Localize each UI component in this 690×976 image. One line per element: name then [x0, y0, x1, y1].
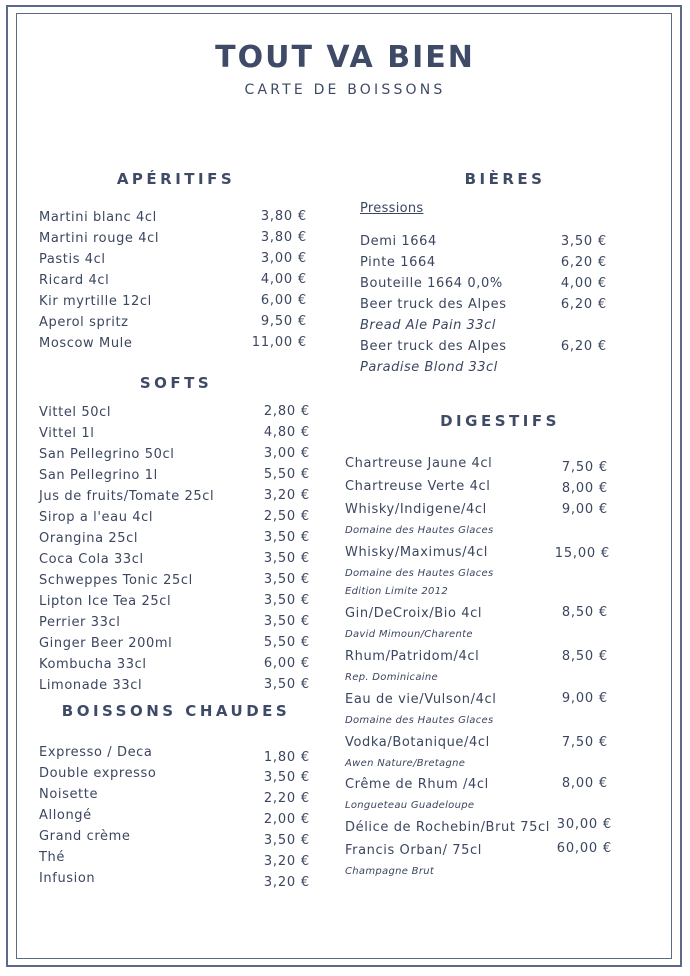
- menu-item-name: Bouteille 1664 0,0%: [360, 276, 503, 291]
- menu-item-name: Thé: [39, 850, 65, 865]
- menu-item-price: 8,00 €: [561, 776, 608, 791]
- menu-item-price: 3,50 €: [263, 551, 310, 566]
- menu-item-name: Orangina 25cl: [39, 531, 139, 546]
- menu-item-name: Beer truck des Alpes: [360, 339, 507, 354]
- menu-item-name: Vittel 50cl: [39, 405, 112, 420]
- menu-item-name: Crême de Rhum /4cl: [345, 777, 489, 792]
- menu-item-name: Perrier 33cl: [39, 615, 121, 630]
- menu-item-name: Pastis 4cl: [39, 252, 106, 267]
- menu-item-name: Délice de Rochebin/Brut 75cl: [345, 820, 550, 835]
- menu-item-name: Vittel 1l: [39, 426, 95, 441]
- menu-item-note: Domaine des Hautes Glaces: [345, 568, 494, 579]
- menu-item-price: 60,00 €: [556, 841, 612, 856]
- menu-item-price: 3,00 €: [263, 446, 310, 461]
- menu-item-price: 30,00 €: [556, 817, 612, 832]
- menu-item-name: Kir myrtille 12cl: [39, 294, 152, 309]
- menu-item-name: Francis Orban/ 75cl: [345, 843, 482, 858]
- menu-item-name: Noisette: [39, 787, 99, 802]
- menu-item-name: Lipton Ice Tea 25cl: [39, 594, 172, 609]
- menu-item-name: Limonade 33cl: [39, 678, 143, 693]
- menu-item-note: Domaine des Hautes Glaces: [345, 525, 494, 536]
- menu-item-price: 9,00 €: [561, 691, 608, 706]
- menu-item-price: 11,00 €: [251, 335, 307, 350]
- menu-item-price: 3,50 €: [263, 593, 310, 608]
- menu-item-name: San Pellegrino 1l: [39, 468, 158, 483]
- menu-item-price: 15,00 €: [554, 546, 610, 561]
- menu-item-price: 3,50 €: [263, 530, 310, 545]
- menu-item-name: Whisky/Indigene/4cl: [345, 502, 487, 517]
- menu-item-price: 1,80 €: [263, 750, 310, 765]
- menu-item-price: 2,20 €: [263, 791, 310, 806]
- menu-item-note: David Mimoun/Charente: [345, 629, 473, 640]
- subsection-pressions: Pressions: [360, 201, 424, 216]
- menu-item-price: 9,00 €: [561, 502, 608, 517]
- section-title-softs: SOFTS: [139, 374, 213, 392]
- menu-item-name: Coca Cola 33cl: [39, 552, 144, 567]
- menu-item-name: Rhum/Patridom/4cl: [345, 649, 480, 664]
- menu-item-price: 4,80 €: [263, 425, 310, 440]
- menu-item-price: 4,00 €: [260, 272, 307, 287]
- menu-item-price: 3,00 €: [260, 251, 307, 266]
- menu-item-name: Martini rouge 4cl: [39, 231, 160, 246]
- menu-item-detail: Paradise Blond 33cl: [360, 360, 498, 375]
- page-subtitle: CARTE DE BOISSONS: [244, 82, 446, 98]
- menu-item-name: San Pellegrino 50cl: [39, 447, 175, 462]
- section-title-digestifs: DIGESTIFS: [440, 412, 560, 430]
- menu-item-price: 5,50 €: [263, 635, 310, 650]
- menu-item-price: 7,50 €: [561, 735, 608, 750]
- menu-item-note: Domaine des Hautes Glaces: [345, 715, 494, 726]
- menu-item-name: Infusion: [39, 871, 96, 886]
- menu-item-price: 2,80 €: [263, 404, 310, 419]
- menu-item-detail: Bread Ale Pain 33cl: [360, 318, 496, 333]
- menu-item-price: 3,50 €: [263, 677, 310, 692]
- menu-item-price: 3,50 €: [263, 770, 310, 785]
- menu-item-price: 3,20 €: [263, 875, 310, 890]
- menu-item-name: Schweppes Tonic 25cl: [39, 573, 193, 588]
- menu-item-price: 6,20 €: [560, 297, 607, 312]
- menu-item-name: Demi 1664: [360, 234, 437, 249]
- menu-item-note: Longueteau Guadeloupe: [345, 800, 475, 811]
- menu-item-price: 9,50 €: [260, 314, 307, 329]
- menu-item-price: 8,50 €: [561, 605, 608, 620]
- menu-item-name: Martini blanc 4cl: [39, 210, 157, 225]
- menu-item-price: 6,20 €: [560, 339, 607, 354]
- menu-item-name: Chartreuse Jaune 4cl: [345, 456, 493, 471]
- menu-item-name: Sirop a l'eau 4cl: [39, 510, 154, 525]
- menu-item-price: 3,50 €: [263, 572, 310, 587]
- menu-item-note: Edition Limite 2012: [345, 586, 449, 597]
- menu-item-note: Champagne Brut: [345, 866, 435, 877]
- menu-item-price: 3,80 €: [260, 230, 307, 245]
- menu-item-price: 4,00 €: [560, 276, 607, 291]
- menu-item-price: 3,50 €: [263, 833, 310, 848]
- menu-item-name: Gin/DeCroix/Bio 4cl: [345, 606, 483, 621]
- menu-item-price: 3,20 €: [263, 854, 310, 869]
- menu-item-price: 3,80 €: [260, 209, 307, 224]
- menu-item-price: 7,50 €: [561, 460, 608, 475]
- menu-item-name: Jus de fruits/Tomate 25cl: [39, 489, 215, 504]
- menu-item-price: 6,00 €: [263, 656, 310, 671]
- menu-item-name: Pinte 1664: [360, 255, 436, 270]
- menu-item-name: Ricard 4cl: [39, 273, 110, 288]
- section-title-boissons-chaudes: BOISSONS CHAUDES: [61, 702, 291, 720]
- menu-item-name: Eau de vie/Vulson/4cl: [345, 692, 497, 707]
- menu-item-price: 2,50 €: [263, 509, 310, 524]
- section-title-bieres: BIÈRES: [464, 170, 546, 188]
- menu-item-price: 2,00 €: [263, 812, 310, 827]
- menu-item-note: Rep. Dominicaine: [345, 672, 438, 683]
- menu-item-name: Expresso / Deca: [39, 745, 153, 760]
- menu-item-name: Aperol spritz: [39, 315, 129, 330]
- menu-item-price: 3,20 €: [263, 488, 310, 503]
- menu-item-price: 6,20 €: [560, 255, 607, 270]
- section-title-aperitifs: APÉRITIFS: [116, 170, 236, 188]
- page-title: TOUT VA BIEN: [215, 40, 475, 75]
- menu-item-name: Double expresso: [39, 766, 157, 781]
- menu-item-name: Allongé: [39, 808, 92, 823]
- menu-item-price: 8,00 €: [561, 481, 608, 496]
- menu-item-price: 8,50 €: [561, 649, 608, 664]
- menu-item-name: Vodka/Botanique/4cl: [345, 735, 490, 750]
- menu-item-name: Chartreuse Verte 4cl: [345, 479, 491, 494]
- menu-item-price: 6,00 €: [260, 293, 307, 308]
- menu-item-name: Moscow Mule: [39, 336, 133, 351]
- menu-item-name: Whisky/Maximus/4cl: [345, 545, 488, 560]
- menu-item-name: Beer truck des Alpes: [360, 297, 507, 312]
- menu-item-price: 5,50 €: [263, 467, 310, 482]
- menu-item-name: Ginger Beer 200ml: [39, 636, 173, 651]
- menu-item-name: Kombucha 33cl: [39, 657, 147, 672]
- menu-item-name: Grand crème: [39, 829, 131, 844]
- menu-item-note: Awen Nature/Bretagne: [345, 758, 466, 769]
- menu-item-price: 3,50 €: [263, 614, 310, 629]
- menu-item-price: 3,50 €: [560, 234, 607, 249]
